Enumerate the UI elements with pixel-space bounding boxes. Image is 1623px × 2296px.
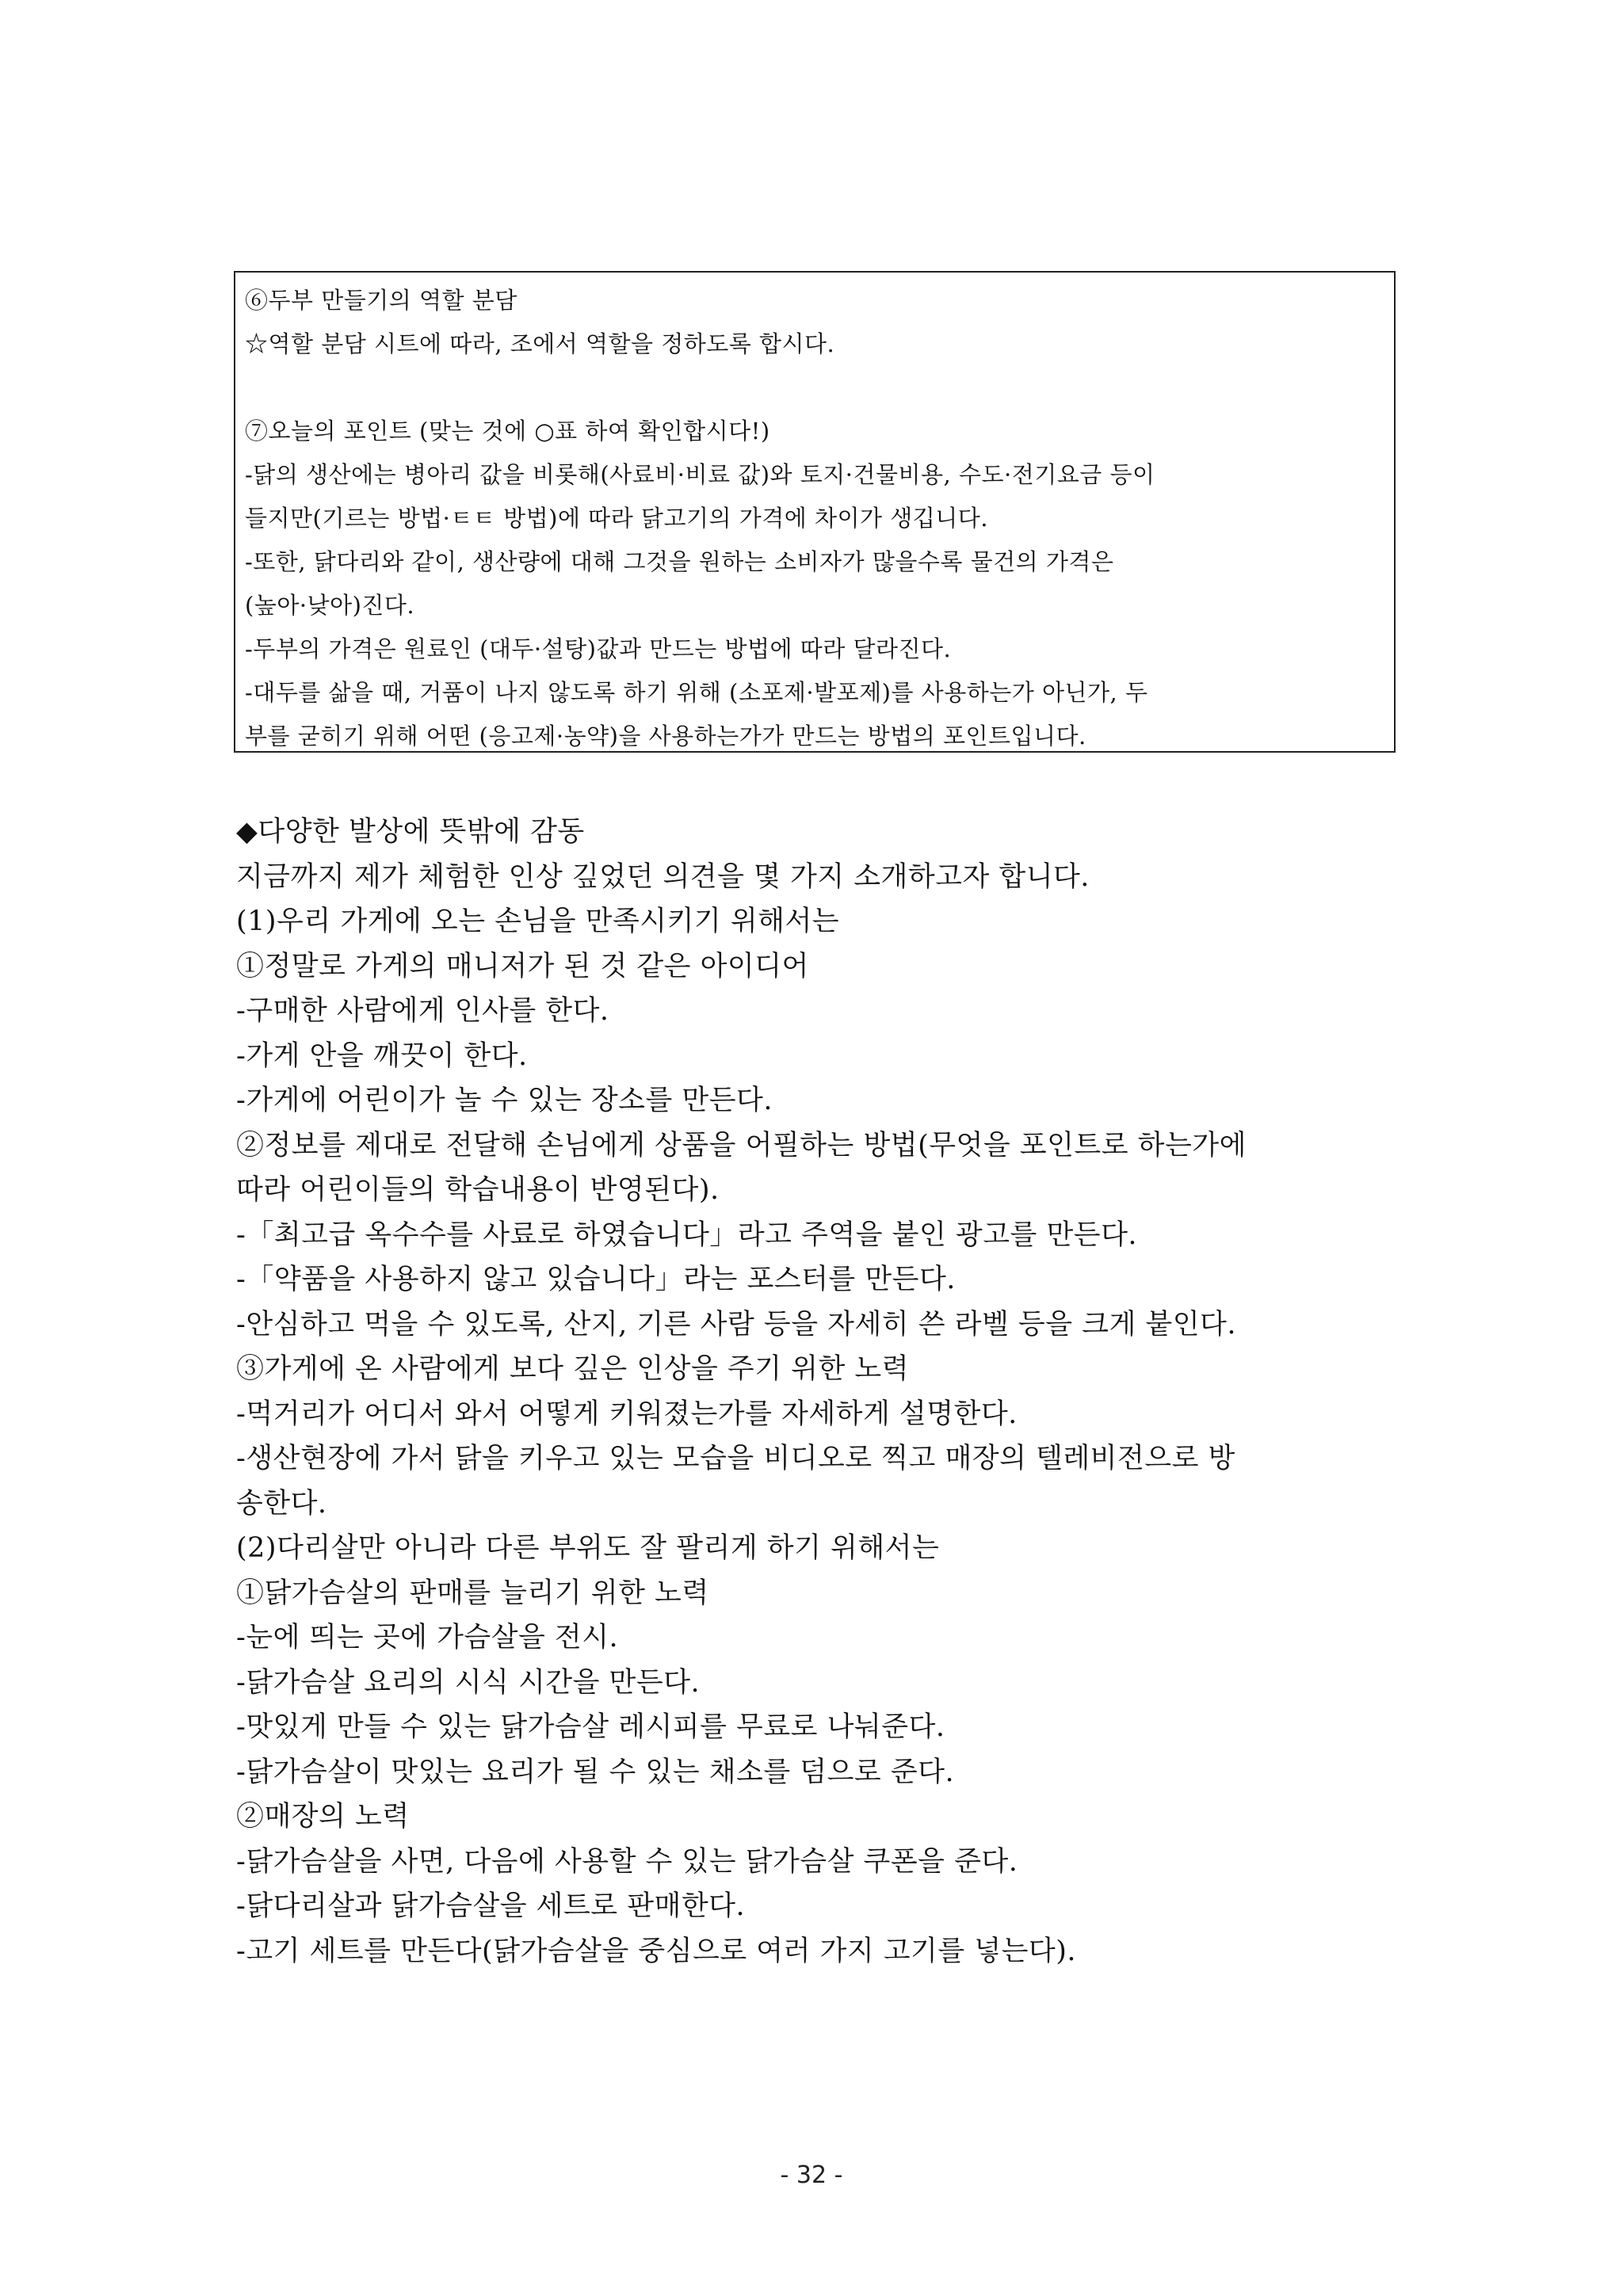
- body-line: ③가게에 온 사람에게 보다 깊은 인상을 주기 위한 노력: [236, 1353, 910, 1385]
- body-line: -닭가슴살이 맛있는 요리가 될 수 있는 채소를 덤으로 준다.: [236, 1756, 955, 1788]
- body-text: [236, 810, 1401, 1974]
- box-line: -또한, 닭다리와 같이, 생산량에 대해 그것을 원하는 소비자가 많을수록 물건의 가격은: [245, 548, 1114, 575]
- body-line: -안심하고 먹을 수 있도록, 산지, 기른 사람 등을 자세히 쓴 라벨 등을 크게 붙인다.: [236, 1308, 1236, 1341]
- body-line: ①닭가슴살의 판매를 늘리기 위한 노력: [236, 1577, 709, 1609]
- body-line: -「최고급 옥수수를 사료로 하였습니다」라고 주역을 붙인 광고를 만든다.: [236, 1219, 1138, 1251]
- body-line: -먹거리가 어디서 와서 어떻게 키워졌는가를 자세하게 설명한다.: [236, 1398, 1018, 1430]
- body-line: ①정말로 가게의 매니저가 된 것 같은 아이디어: [236, 950, 809, 982]
- box-line: -대두를 삶을 때, 거품이 나지 않도록 하기 위해 (소포제·발포제)를 사용하는가 아닌가, 두: [245, 679, 1148, 706]
- box-line-role-heading: ⑥두부 만들기의 역할 분담: [245, 287, 517, 314]
- body-line: ②정보를 제대로 전달해 손님에게 상품을 어필하는 방법(무엇을 포인트로 하는가에: [236, 1129, 1247, 1161]
- box-line: (높아·낮아)진다.: [245, 592, 415, 619]
- body-line: -맛있게 만들 수 있는 닭가슴살 레시피를 무료로 나눠준다.: [236, 1711, 945, 1743]
- body-line: 지금까지 제가 체험한 인상 깊었던 의견을 몇 가지 소개하고자 합니다.: [236, 860, 1090, 893]
- body-line: ②매장의 노력: [236, 1801, 410, 1833]
- body-line: -가게 안을 깨끗이 한다.: [236, 1039, 528, 1072]
- body-line: -닭가슴살을 사면, 다음에 사용할 수 있는 닭가슴살 쿠폰을 준다.: [236, 1845, 1018, 1878]
- body-line: -닭가슴살 요리의 시식 시간을 만든다.: [236, 1666, 701, 1699]
- box-line-points-heading: ⑦오늘의 포인트 (맞는 것에 ○표 하여 확인합시다!): [245, 418, 770, 444]
- body-line: 송한다.: [236, 1487, 327, 1520]
- box-line-blank: [245, 366, 1384, 410]
- box-line: 부를 굳히기 위해 어떤 (응고제·농약)을 사용하는가가 만드는 방법의 포인트입니다.: [245, 723, 1086, 749]
- body-line: -「약품을 사용하지 않고 있습니다」라는 포스터를 만든다.: [236, 1264, 956, 1295]
- body-line: -닭다리살과 닭가슴살을 세트로 판매한다.: [236, 1890, 746, 1922]
- body-line: -눈에 띄는 곳에 가슴살을 전시.: [236, 1622, 619, 1653]
- box-line-role-instruction: ☆역할 분담 시트에 따라, 조에서 역할을 정하도록 합시다.: [245, 330, 835, 357]
- page-number: - 32 -: [780, 2161, 843, 2189]
- body-line: -구매한 사람에게 인사를 한다.: [236, 995, 609, 1027]
- box-line: -두부의 가격은 원료인 (대두·설탕)값과 만드는 방법에 따라 달라진다.: [245, 635, 952, 662]
- activity-summary-box: [234, 271, 1396, 753]
- body-line: (2)다리살만 아니라 다른 부위도 잘 팔리게 하기 위해서는: [236, 1532, 940, 1564]
- box-line: -닭의 생산에는 병아리 값을 비롯해(사료비·비료 값)와 토지·건물비용, 수도·전기요금 등이: [245, 461, 1155, 488]
- box-line: 들지만(기르는 방법·ㅌㅌ 방법)에 따라 닭고기의 가격에 차이가 생깁니다.: [245, 505, 988, 532]
- section-heading: ◆다양한 발상에 뜻밖에 감동: [236, 816, 585, 848]
- body-line: -가게에 어린이가 놀 수 있는 장소를 만든다.: [236, 1085, 773, 1116]
- body-line: (1)우리 가게에 오는 손님을 만족시키기 위해서는: [236, 906, 840, 937]
- body-line: -고기 세트를 만든다(닭가슴살을 중심으로 여러 가지 고기를 넣는다).: [236, 1935, 1077, 1967]
- body-line: -생산현장에 가서 닭을 키우고 있는 모습을 비디오로 찍고 매장의 텔레비전으로 방: [236, 1443, 1235, 1474]
- body-line: 따라 어린이들의 학습내용이 반영된다).: [236, 1174, 720, 1206]
